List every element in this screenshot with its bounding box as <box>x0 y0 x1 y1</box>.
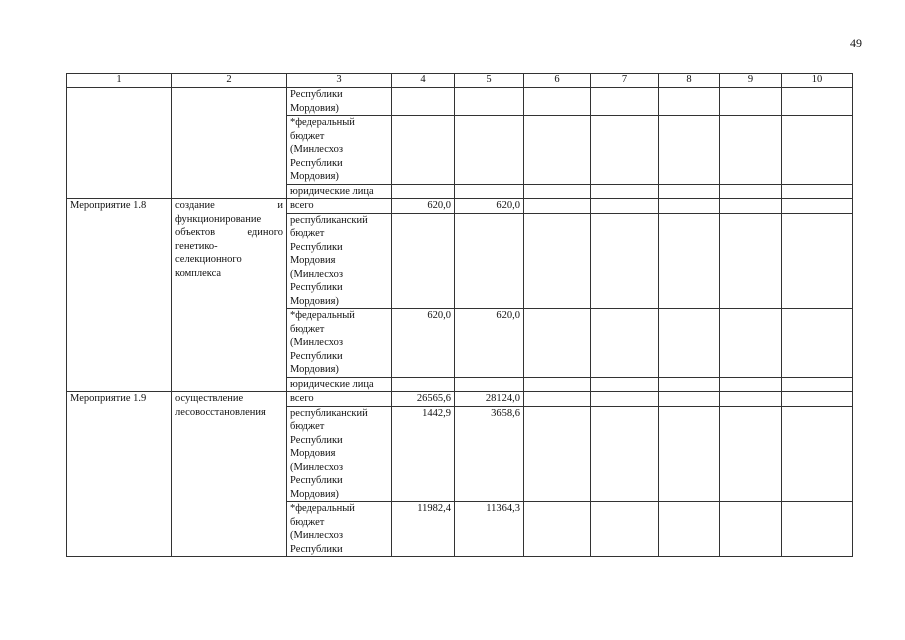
header-cell: 3 <box>287 74 392 88</box>
value-cell: 3658,6 <box>455 406 524 502</box>
source-cell: *федеральный бюджет (Минлесхоз Республики Мордовия) <box>287 309 392 378</box>
header-cell: 2 <box>172 74 287 88</box>
header-cell: 8 <box>659 74 720 88</box>
source-cell: *федеральный бюджет (Минлесхоз Республики Мордовия) <box>287 116 392 185</box>
measure-name: создание и функционирование объектов единого генетико-селекционного комплекса <box>172 199 287 392</box>
measure-label: Мероприятие 1.9 <box>67 392 172 557</box>
table-row <box>67 199 853 214</box>
header-cell: 4 <box>392 74 455 88</box>
name-cell <box>172 88 287 199</box>
source-cell: всего <box>287 392 392 407</box>
source-cell: всего <box>287 199 392 214</box>
source-cell: юридические лица <box>287 184 392 199</box>
measure-label: Мероприятие 1.8 <box>67 199 172 392</box>
value-cell: 28124,0 <box>455 392 524 407</box>
page-number: 49 <box>850 36 862 50</box>
header-cell: 5 <box>455 74 524 88</box>
header-cell: 1 <box>67 74 172 88</box>
source-cell: *федеральный бюджет (Минлесхоз Республики <box>287 502 392 557</box>
value-cell: 620,0 <box>455 199 524 214</box>
header-cell: 10 <box>782 74 853 88</box>
label-cell <box>67 88 172 199</box>
value-cell: 1442,9 <box>392 406 455 502</box>
source-cell: юридические лица <box>287 377 392 392</box>
value-cell: 620,0 <box>392 199 455 214</box>
measure-name: осуществление лесовосстановления <box>172 392 287 557</box>
value-cell: 11982,4 <box>392 502 455 557</box>
header-row <box>67 74 853 88</box>
source-cell: республиканский бюджет Республики Мордовия (Минлесхоз Республики Мордовия) <box>287 406 392 502</box>
header-cell: 7 <box>591 74 659 88</box>
header-cell: 9 <box>720 74 782 88</box>
table-row <box>67 88 853 116</box>
table-row <box>67 392 853 407</box>
budget-table <box>66 73 853 557</box>
header-cell: 6 <box>524 74 591 88</box>
value-cell: 620,0 <box>455 309 524 378</box>
value-cell: 11364,3 <box>455 502 524 557</box>
source-cell: республиканский бюджет Республики Мордовия (Минлесхоз Республики Мордовия) <box>287 213 392 309</box>
value-cell: 620,0 <box>392 309 455 378</box>
value-cell: 26565,6 <box>392 392 455 407</box>
source-cell: Республики Мордовия) <box>287 88 392 116</box>
